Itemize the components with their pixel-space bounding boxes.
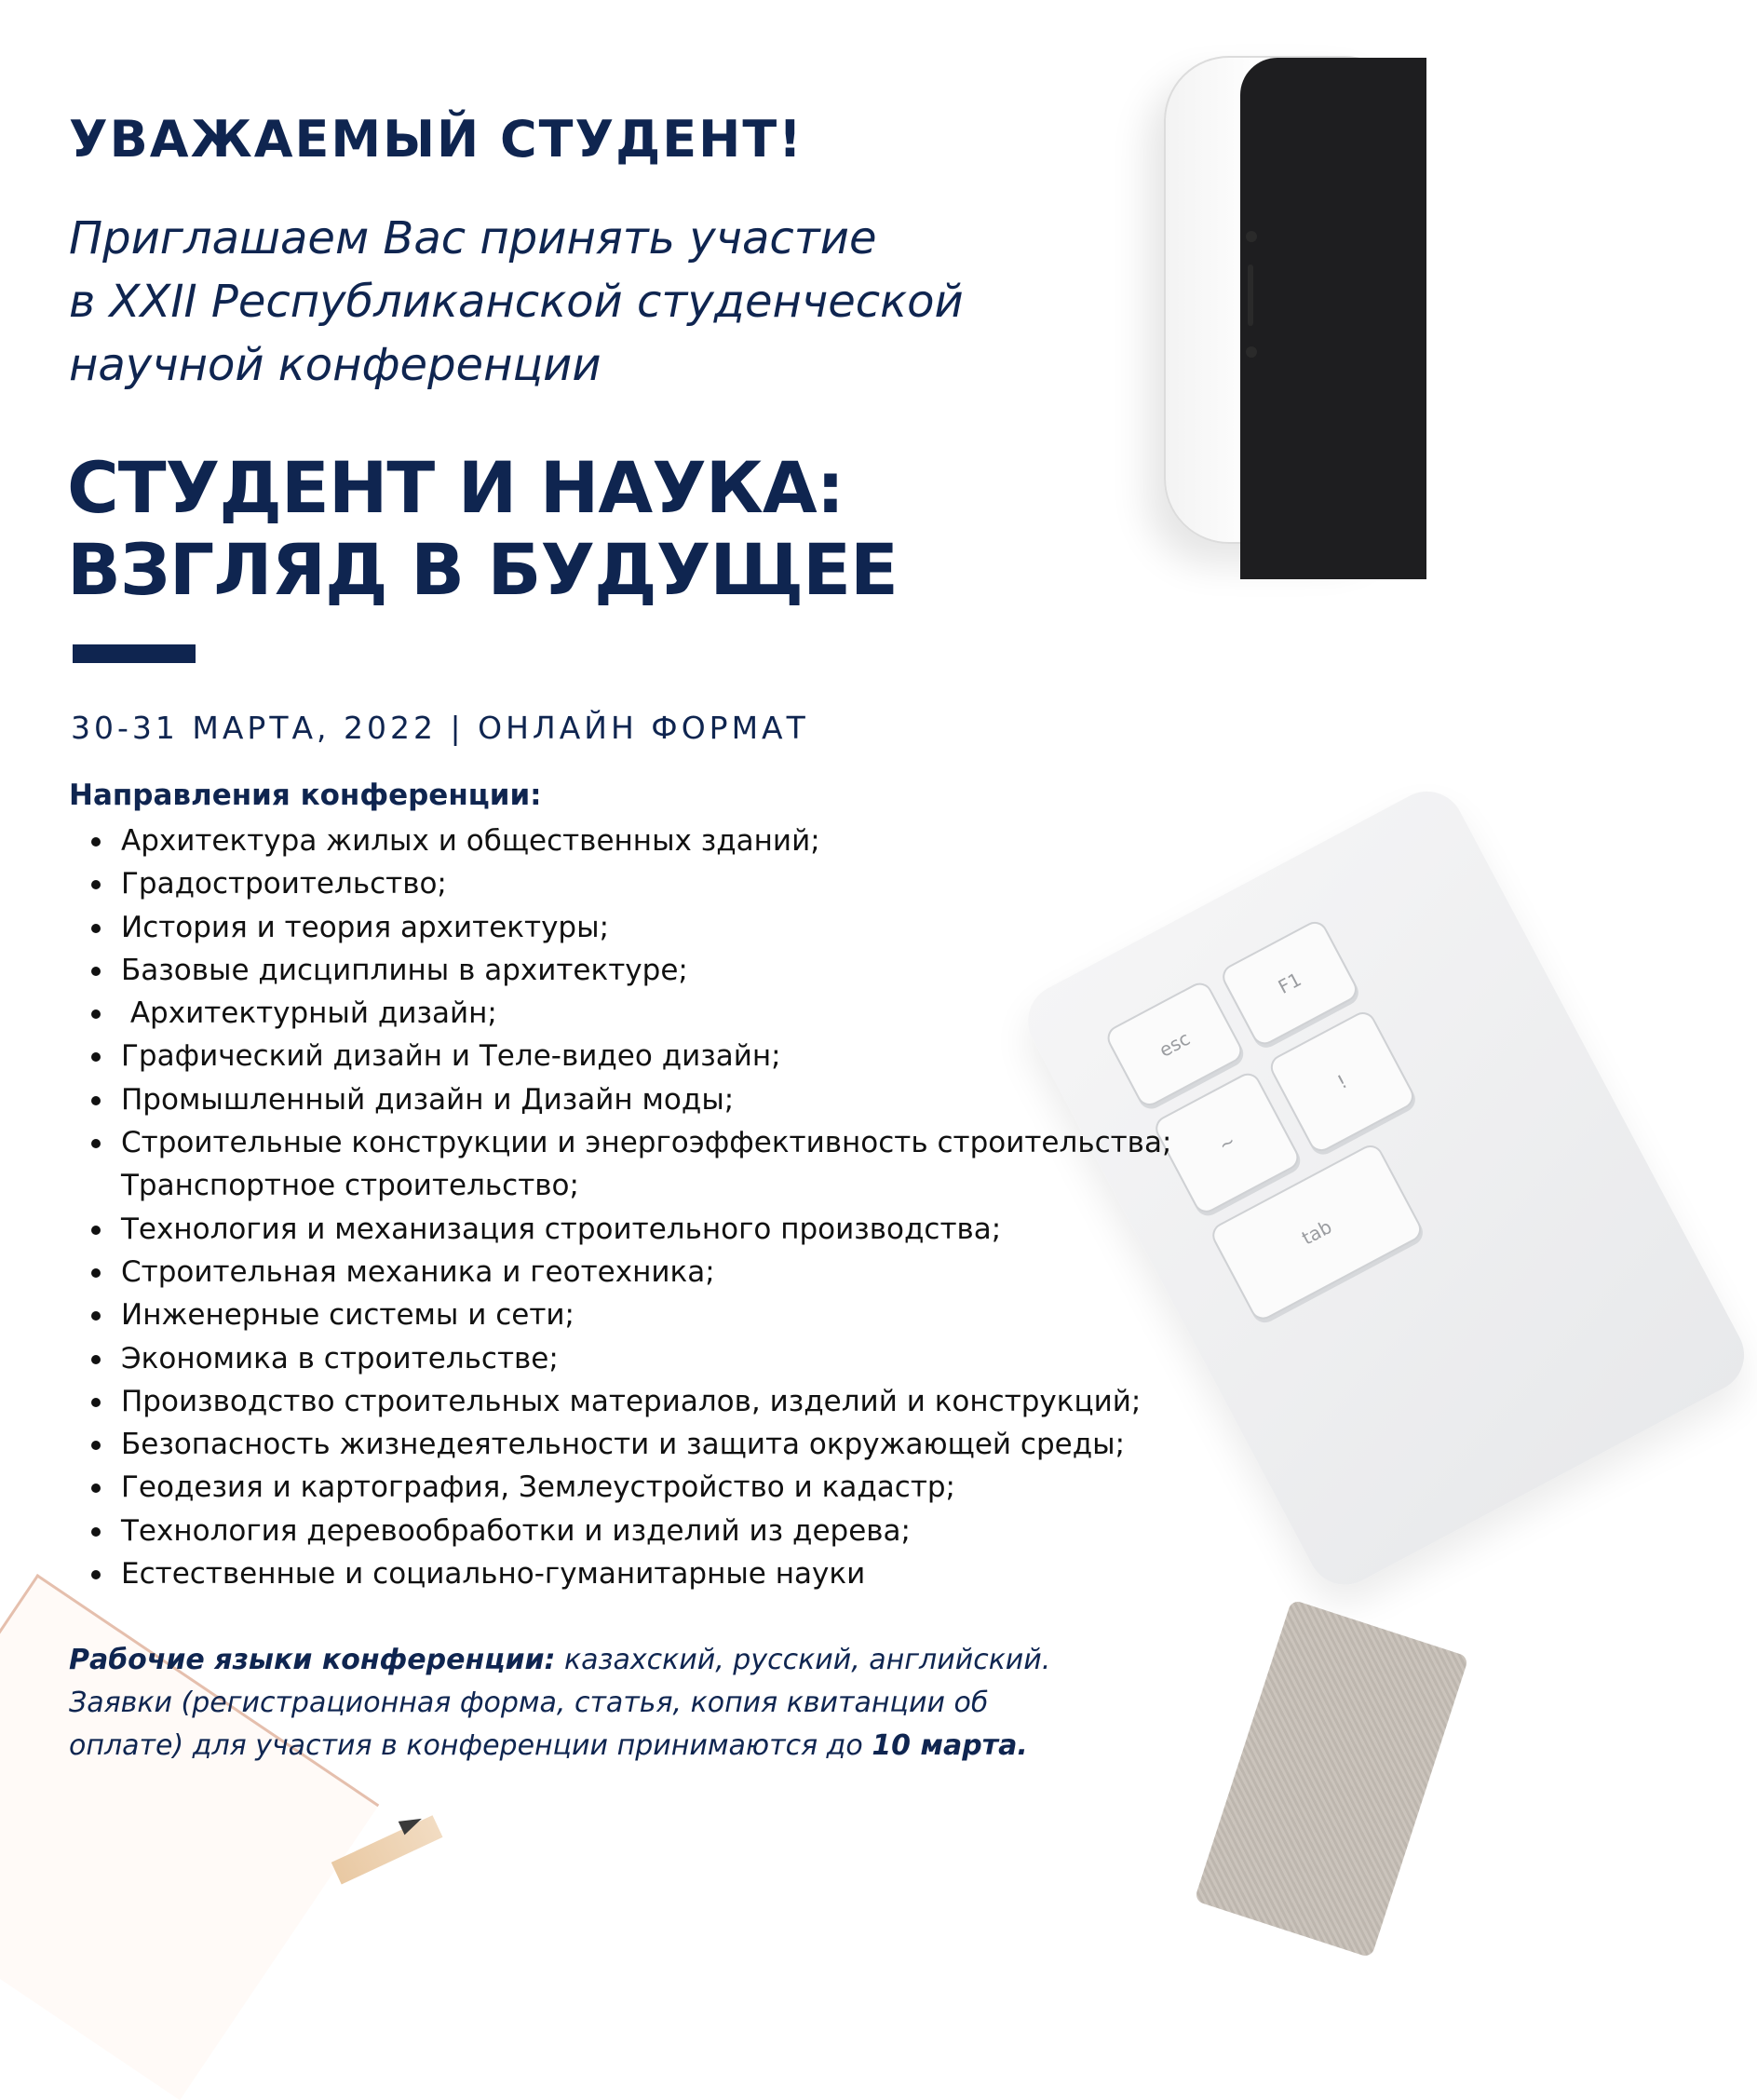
phone-screen [1240, 58, 1426, 579]
list-item: Технология и механизация строительного производства; [69, 1208, 1168, 1251]
phone-decoration [1164, 56, 1410, 544]
key-one: ! [1266, 1008, 1418, 1156]
list-item: Геодезия и картография, Землеустройство и кадастр; [69, 1466, 1168, 1509]
deadline-text: 10 марта. [872, 1729, 1028, 1762]
list-item: Естественные и социально-гуманитарные науки [69, 1552, 1168, 1595]
list-item: Градостроительство; [69, 862, 1168, 905]
conference-title-line: ВЗГЛЯД В БУДУЩЕЕ [67, 528, 898, 611]
invitation-line: в XXII Республиканской студенческой [69, 276, 964, 328]
invitation-text [69, 207, 1000, 397]
date-format-line: 30-31 МАРТА, 2022 | ОНЛАЙН ФОРМАТ [71, 710, 809, 746]
list-item: Графический дизайн и Теле-видео дизайн; [69, 1035, 1168, 1077]
key-f1: F1 [1218, 917, 1361, 1049]
key-tilde: ~ [1151, 1069, 1303, 1217]
invitation-line: Приглашаем Вас принять участие [69, 212, 877, 264]
list-item: Базовые дисциплины в архитектуре; [69, 949, 1168, 992]
languages-value: казахский, русский, английский. [555, 1644, 1051, 1676]
key-esc: esc [1103, 979, 1247, 1110]
directions-heading: Направления конференции: [69, 779, 542, 812]
phone-camera [1246, 231, 1257, 242]
directions-list [69, 820, 1172, 1595]
conference-title [67, 447, 998, 611]
invitation-line: научной конференции [69, 339, 601, 391]
list-item: Строительная механика и геотехника; [69, 1251, 1168, 1294]
list-item: Архитектурный дизайн; [69, 992, 1168, 1035]
list-item: Транспортное строительство; [121, 1169, 579, 1203]
languages-label: Рабочие языки конференции: [69, 1644, 556, 1676]
applications-text: Заявки (регистрационная форма, статья, копия квитанции об оплате) для участия в конференции принимаются до [69, 1687, 989, 1762]
list-item: Промышленный дизайн и Дизайн моды; [69, 1078, 1168, 1121]
list-item: Инженерные системы и сети; [69, 1294, 1168, 1336]
fabric-decoration [1194, 1599, 1468, 1958]
list-item: Архитектура жилых и общественных зданий; [69, 820, 1168, 862]
conference-title-line: СТУДЕНТ И НАУКА: [67, 446, 845, 529]
list-item: Строительные конструкции и энергоэффективность строительства; [69, 1121, 1168, 1164]
list-item: Технология деревообработки и изделий из дерева; [69, 1510, 1168, 1552]
list-item: Экономика в строительстве; [69, 1337, 1168, 1380]
footer-note [69, 1639, 1112, 1768]
list-item: Производство строительных материалов, изделий и конструкций; [69, 1380, 1168, 1423]
phone-sensor [1246, 346, 1257, 358]
list-item: Безопасность жизнедеятельности и защита окружающей среды; [69, 1423, 1168, 1466]
phone-speaker [1248, 264, 1253, 326]
accent-divider [73, 644, 196, 663]
greeting-heading: УВАЖАЕМЫЙ СТУДЕНТ! [69, 110, 804, 169]
key-tab: tab [1208, 1141, 1426, 1323]
list-item: История и теория архитектуры; [69, 906, 1168, 949]
